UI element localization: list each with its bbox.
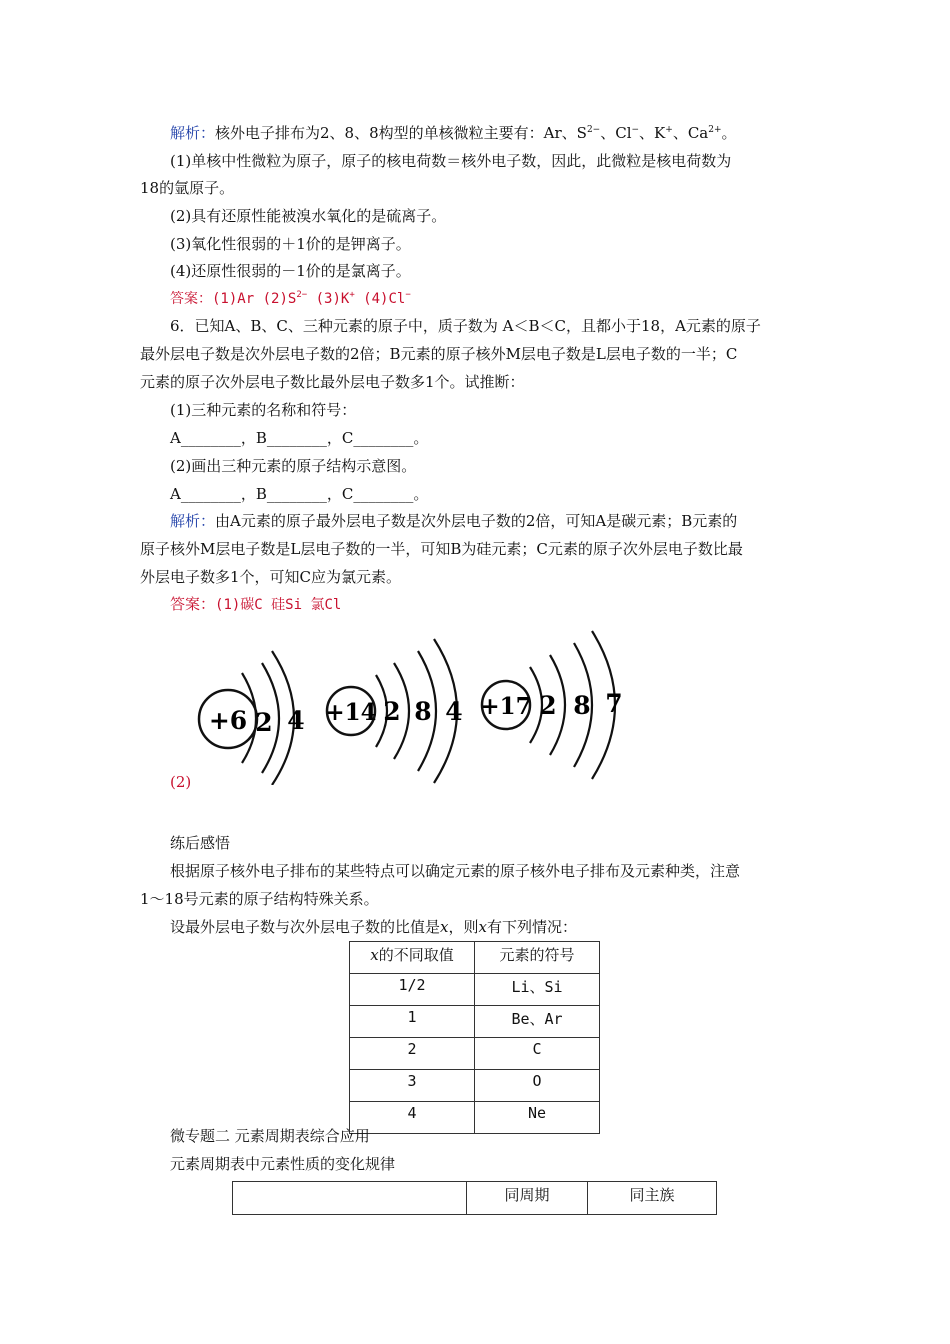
shell-electron-count: 2 (539, 691, 557, 720)
table-row (350, 1038, 600, 1070)
topic-2-heading: 微专题二 元素周期表综合应用 (170, 1127, 370, 1145)
question-6-line1: 6．已知A、B、C、三种元素的原子中，质子数为 A＜B＜C，且都小于18，A元素的原子 (170, 317, 761, 335)
shell-electron-count: 2 (255, 708, 273, 737)
table-cell: 2 (350, 1038, 475, 1070)
analysis-2-line2: 原子核外M层电子数是L层电子数的一半，可知B为硅元素；C元素的原子次外层电子数比最 (140, 540, 743, 558)
chlorine-atom-diagram (480, 631, 622, 779)
question-6-blank1: A________，B________，C________。 (170, 429, 429, 447)
table-header-row (233, 1182, 717, 1215)
table-row (350, 974, 600, 1006)
table-cell: Be、Ar (475, 1006, 600, 1038)
ratio-table (349, 941, 600, 1134)
table-cell: 4 (350, 1102, 475, 1134)
table-row (350, 1006, 600, 1038)
table-header-cell: 元素的符号 (475, 942, 600, 974)
ratio-intro: 设最外层电子数与次外层电子数的比值是x，则x有下列情况： (170, 918, 577, 936)
table-cell: 1 (350, 1006, 475, 1038)
carbon-atom-diagram (199, 651, 305, 785)
table-row (350, 1070, 600, 1102)
question-6-sub2: (2)画出三种元素的原子结构示意图。 (170, 457, 417, 475)
analysis-1-item2: (2)具有还原性能被溴水氧化的是硫离子。 (170, 207, 447, 225)
nucleus-charge: +6 (208, 706, 248, 735)
answer-2: 答案：(1)碳C 硅Si 氯Cl (170, 595, 342, 613)
table-header-row (350, 942, 600, 974)
nucleus-charge: +14 (325, 699, 377, 726)
answer-1: 答案：(1)Ar $(2)S^{2-}$ (3)K+ (4)Cl− (170, 290, 411, 307)
reflection-line1: 根据原子核外电子排布的某些特点可以确定元素的原子核外电子排布及元素种类，注意 (170, 862, 741, 880)
answer-2-part2: (2) (170, 773, 192, 791)
atomic-structure-diagrams (190, 625, 640, 785)
table-header-cell (233, 1182, 467, 1215)
table-cell: Ne (475, 1102, 600, 1134)
topic-2-subheading: 元素周期表中元素性质的变化规律 (170, 1155, 396, 1173)
periodic-trend-table (232, 1181, 717, 1215)
reflection-line2: 1～18号元素的原子结构特殊关系。 (140, 890, 379, 908)
table-header-cell: 同主族 (588, 1182, 717, 1215)
shell-electron-count: 7 (605, 689, 623, 718)
nucleus-charge: +17 (480, 693, 532, 720)
table-cell: 3 (350, 1070, 475, 1102)
table-cell: Li、Si (475, 974, 600, 1006)
table-cell: C (475, 1038, 600, 1070)
shell-electron-count: 4 (287, 706, 305, 735)
shell-electron-count: 4 (445, 697, 463, 726)
shell-electron-count: 8 (414, 697, 432, 726)
analysis-2-line1: 解析：由A元素的原子最外层电子数是次外层电子数的2倍，可知A是碳元素；B元素的 (170, 512, 738, 530)
table-header-cell: x的不同取值 (350, 942, 475, 974)
silicon-atom-diagram (325, 639, 462, 783)
table-header-cell: 同周期 (467, 1182, 588, 1215)
analysis-1: 解析：核外电子排布为2、8、8构型的单核微粒主要有：Ar、$S^{2-}$、Cl−、K+、$Ca^{2+}$。 (170, 124, 737, 142)
analysis-label: 解析： (170, 124, 216, 142)
analysis-1-item1-cont: 18的氩原子。 (140, 179, 235, 197)
analysis-1-item4: (4)还原性很弱的－1价的是氯离子。 (170, 262, 411, 280)
question-6-line2: 最外层电子数是次外层电子数的2倍；B元素的原子核外M层电子数是L层电子数的一半；C (140, 345, 738, 363)
question-6-line3: 元素的原子次外层电子数比最外层电子数多1个。试推断： (140, 373, 525, 391)
table-cell: O (475, 1070, 600, 1102)
table-cell: 1/2 (350, 974, 475, 1006)
analysis-2-label: 解析： (170, 512, 216, 530)
shell-electron-count: 2 (383, 697, 401, 726)
table-row (350, 1102, 600, 1134)
question-6-sub1: (1)三种元素的名称和符号： (170, 401, 357, 419)
reflection-title: 练后感悟 (170, 834, 231, 852)
analysis-1-item3: (3)氧化性很弱的＋1价的是钾离子。 (170, 235, 411, 253)
analysis-1-item1: (1)单核中性微粒为原子，原子的核电荷数＝核外电子数，因此，此微粒是核电荷数为 (170, 152, 732, 170)
shell-electron-count: 8 (573, 691, 591, 720)
analysis-2-line3: 外层电子数多1个，可知C应为氯元素。 (140, 568, 402, 586)
question-6-blank2: A________，B________，C________。 (170, 485, 429, 503)
